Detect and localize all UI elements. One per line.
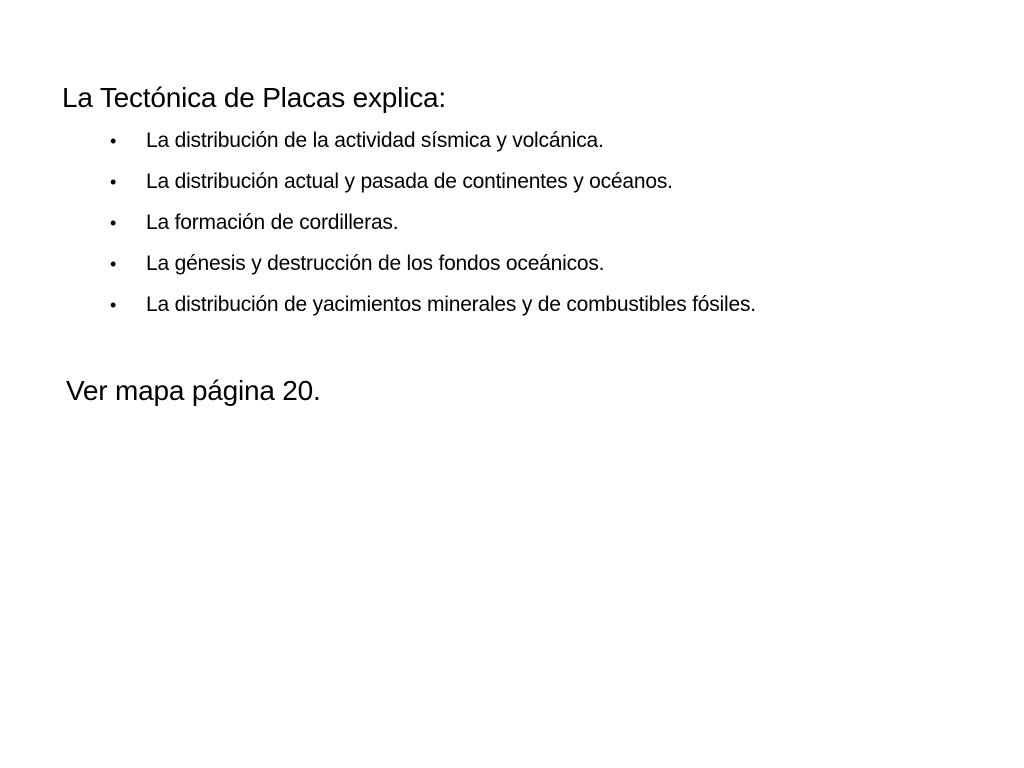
bullet-icon: • [110,295,117,315]
slide-heading: La Tectónica de Placas explica: [62,82,446,113]
bullet-text: La distribución actual y pasada de continentes y océanos. [146,170,673,193]
bullet-icon: • [110,131,117,151]
bullet-text: La distribución de la actividad sísmica y volcánica. [146,129,604,152]
bullet-icon: • [110,213,117,233]
bullet-text: La distribución de yacimientos minerales y de combustibles fósiles. [146,293,756,316]
bullet-icon: • [110,254,117,274]
bullet-icon: • [110,172,117,192]
bullet-text: La génesis y destrucción de los fondos oceánicos. [146,252,605,275]
bullet-text: La formación de cordilleras. [146,211,399,234]
map-reference-text: Ver mapa página 20. [66,375,321,406]
